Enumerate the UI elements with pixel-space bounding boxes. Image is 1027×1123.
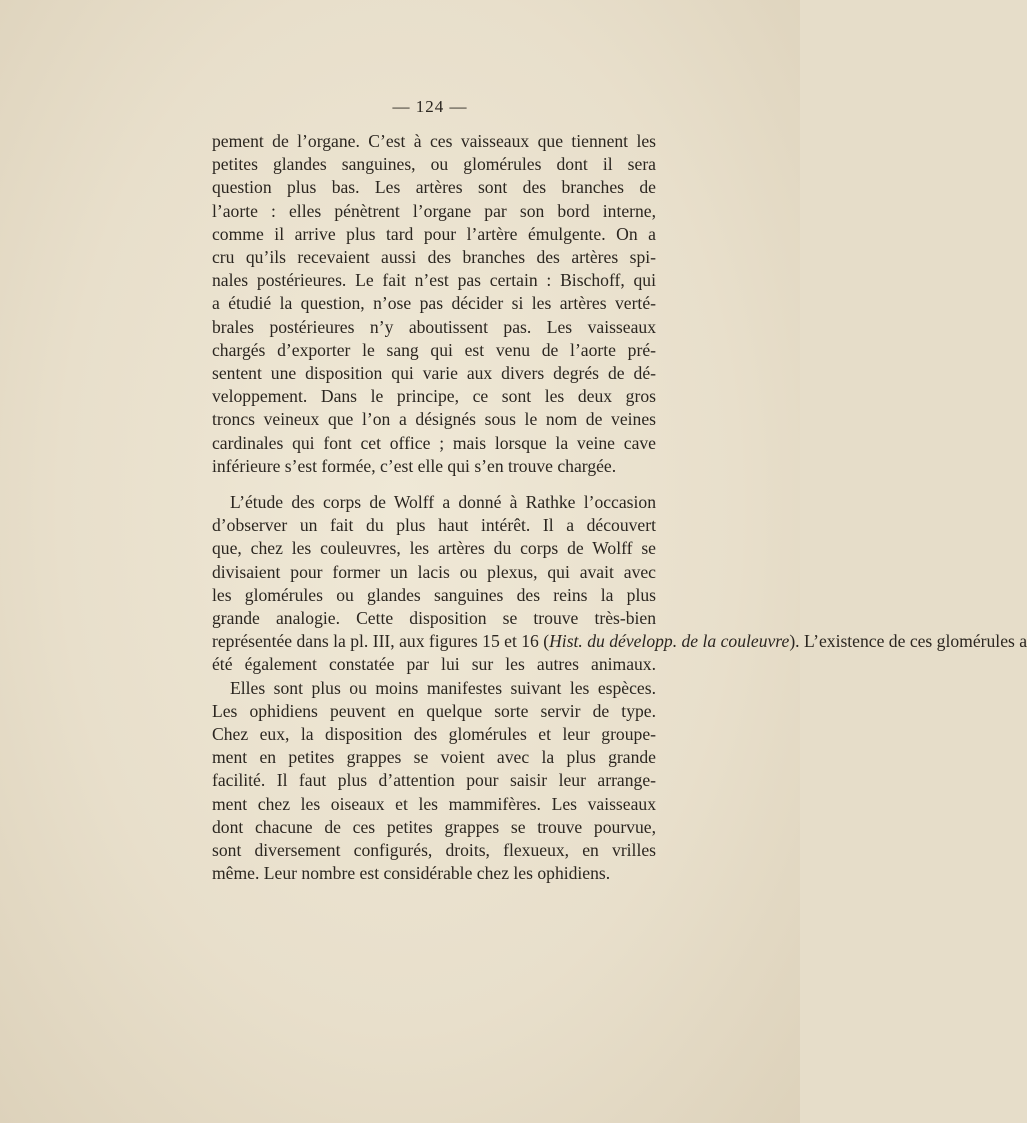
paragraph-1 — [212, 130, 656, 478]
text-line: divisaient pour former un lacis ou plexus, qui avait avec — [212, 561, 656, 582]
text-line: grande analogie. Cette disposition se trouve très-bien — [212, 608, 656, 629]
text-line: chargés d’exporter le sang qui est venu de l’aorte pré- — [212, 339, 656, 360]
text-line: cardinales qui font cet office ; mais lorsque la veine cave — [212, 432, 656, 453]
text-line: cru qu’ils recevaient aussi des branches des artères spi- — [212, 247, 656, 268]
text-line: sentent une disposition qui varie aux divers degrés de dé- — [212, 363, 656, 384]
text-line: brales postérieures n’y aboutissent pas. Les vaisseaux — [212, 316, 656, 337]
text-line: comme il arrive plus tard pour l’artère émulgente. On a — [212, 223, 656, 244]
text-line: pement de l’organe. C’est à ces vaisseaux que tiennent les — [212, 131, 656, 151]
text-line: inférieure s’est formée, c’est elle qui s’en trouve chargée. — [212, 455, 617, 476]
text-line: été également constatée par lui sur les autres animaux. — [212, 654, 656, 675]
text-line-with-citation — [212, 630, 1027, 653]
citation-italic: Hist. du développ. de la couleuvre — [549, 631, 790, 652]
text-line: ment chez les oiseaux et les mammifères. Les vaisseaux — [212, 793, 656, 814]
text-line: sont diversement configurés, droits, flexueux, en vrilles — [212, 840, 656, 861]
text-line: nales postérieures. Le fait n’est pas certain : Bischoff, qui — [212, 270, 656, 291]
text-line: ment en petites grappes se voient avec la plus grande — [212, 747, 656, 768]
text-line: Elles sont plus ou moins manifestes suivant les espèces. — [230, 677, 656, 698]
text-line: question plus bas. Les artères sont des branches de — [212, 177, 656, 198]
text-segment: représentée dans la pl. III, aux figures 15 et 16 ( — [212, 631, 550, 652]
page-number: — 124 — — [392, 97, 468, 116]
text-line: les glomérules ou glandes sanguines des reins la plus — [212, 584, 656, 605]
text-line: Les ophidiens peuvent en quelque sorte servir de type. — [212, 700, 656, 721]
text-line: a étudié la question, n’ose pas décider si les artères verté- — [212, 293, 656, 314]
text-line: veloppement. Dans le principe, ce sont les deux gros — [212, 386, 656, 407]
text-line: dont chacune de ces petites grappes se trouve pourvue, — [212, 816, 656, 837]
text-line: l’aorte : elles pénètrent l’organe par son bord interne, — [212, 200, 656, 221]
text-line: petites glandes sanguines, ou glomérules dont il sera — [212, 154, 656, 175]
paragraph-2 — [212, 491, 1027, 885]
text-line: L’étude des corps de Wolff a donné à Rathke l’occasion — [230, 492, 656, 512]
text-line: facilité. Il faut plus d’attention pour saisir leur arrange- — [212, 770, 656, 791]
text-line: même. Leur nombre est considérable chez les ophidiens. — [212, 863, 611, 884]
text-line: que, chez les couleuvres, les artères du corps de Wolff se — [212, 538, 656, 559]
text-line: troncs veineux que l’on a désignés sous le nom de veines — [212, 409, 656, 430]
text-line: Chez eux, la disposition des glomérules et leur groupe- — [212, 724, 656, 745]
text-segment: ). L’existence de ces glomérules a — [789, 631, 1027, 652]
text-line: d’observer un fait du plus haut intérêt. Il a découvert — [212, 515, 656, 536]
